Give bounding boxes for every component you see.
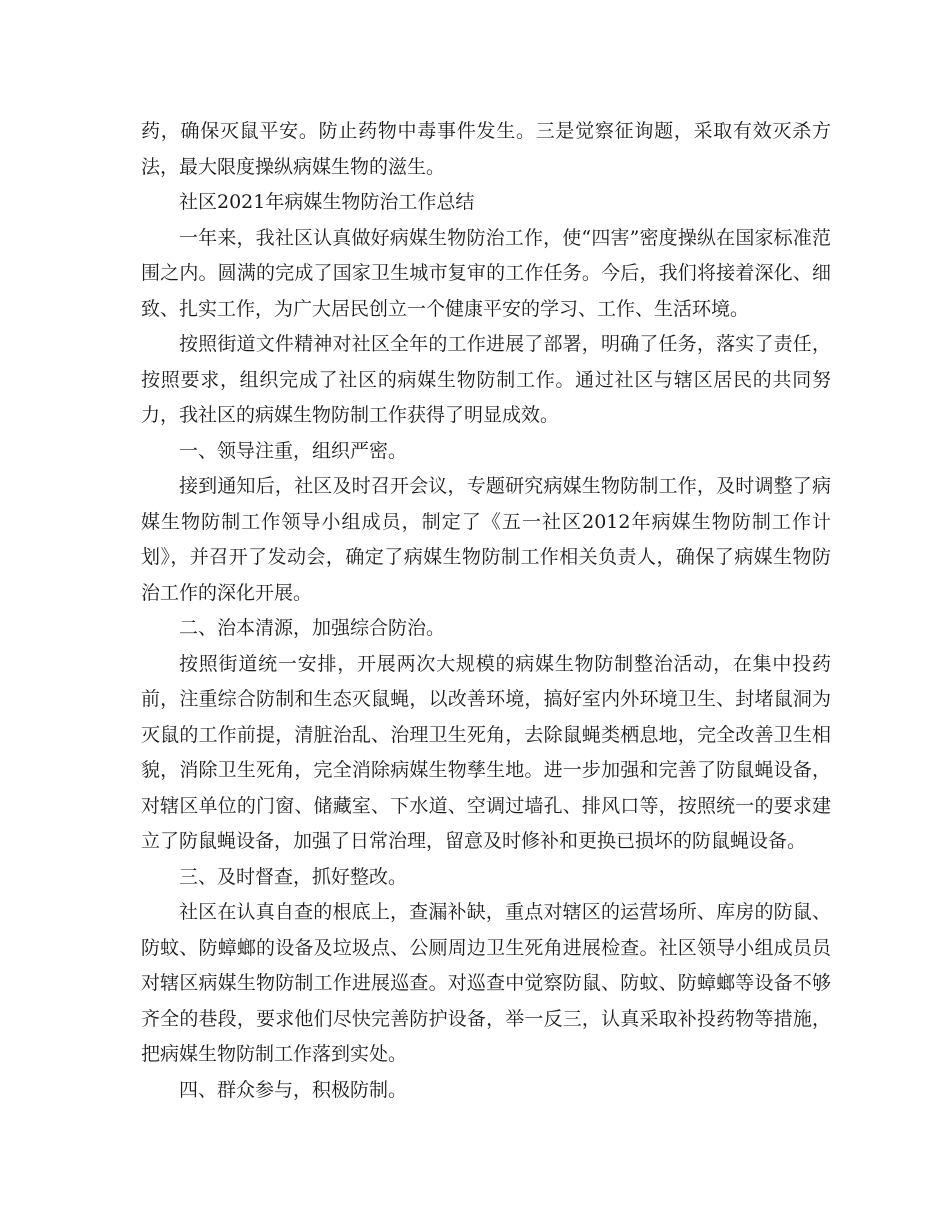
- paragraph: 二、治本清源，加强综合防治。: [179, 617, 446, 639]
- paragraph: 社区2021年病媒生物防治工作总结: [179, 191, 475, 213]
- paragraph: 三、及时督查，抓好整改。: [179, 865, 408, 888]
- paragraph: 一年来，我社区认真做好病媒生物防治工作，使“四害”密度操纵在国家标准范围之内。圆满的完成了国家卫生城市复审的工作任务。今后，我们将接着深化、细致、扎实工作，为广大居民创立一个健康平安的学习、工作、生活环境。: [141, 226, 831, 320]
- paragraph: 四、群众参与，积极防制。: [179, 1078, 408, 1101]
- paragraph: 药，确保灭鼠平安。防止药物中毒事件发生。三是觉察征询题，采取有效灭杀方法，最大限度操纵病媒生物的滋生。: [141, 120, 831, 178]
- paragraph: 接到通知后，社区及时召开会议，专题研究病媒生物防制工作，及时调整了病媒生物防制工作领导小组成员，制定了《五一社区2012年病媒生物防制工作计划》，并召开了发动会，确定了病媒生物防制工作相关负责人，确保了病媒生物防治工作的深化开展。: [141, 475, 831, 604]
- paragraph: 一、领导注重，组织严密。: [179, 439, 408, 462]
- paragraph: 按照街道文件精神对社区全年的工作进展了部署，明确了任务，落实了责任，按照要求，组织完成了社区的病媒生物防制工作。通过社区与辖区居民的共同努力，我社区的病媒生物防制工作获得了明显成效。: [141, 333, 831, 426]
- paragraph: 社区在认真自查的根底上，查漏补缺，重点对辖区的运营场所、库房的防鼠、防蚊、防蟑螂的设备及垃圾点、公厕周边卫生死角进展检查。社区领导小组成员员对辖区病媒生物防制工作进展巡查。对巡查中觉察防鼠、防蚊、防蟑螂等设备不够齐全的巷段，要求他们尽快完善防护设备，举一反三，认真采取补投药物等措施，把病媒生物防制工作落到实处。: [141, 901, 831, 1065]
- document-body: [141, 114, 831, 1108]
- paragraph: 按照街道统一安排，开展两次大规模的病媒生物防制整治活动，在集中投药前，注重综合防制和生态灭鼠蝇，以改善环境，搞好室内外环境卫生、封堵鼠洞为灭鼠的工作前提，清脏治乱、治理卫生死角，去除鼠蝇类栖息地，完全改善卫生相貌，消除卫生死角，完全消除病媒生物孳生地。进一步加强和完善了防鼠蝇设备，对辖区单位的门窗、储藏室、下水道、空调过墙孔、排风口等，按照统一的要求建立了防鼠蝇设备，加强了日常治理，留意及时修补和更换已损坏的防鼠蝇设备。: [141, 652, 831, 852]
